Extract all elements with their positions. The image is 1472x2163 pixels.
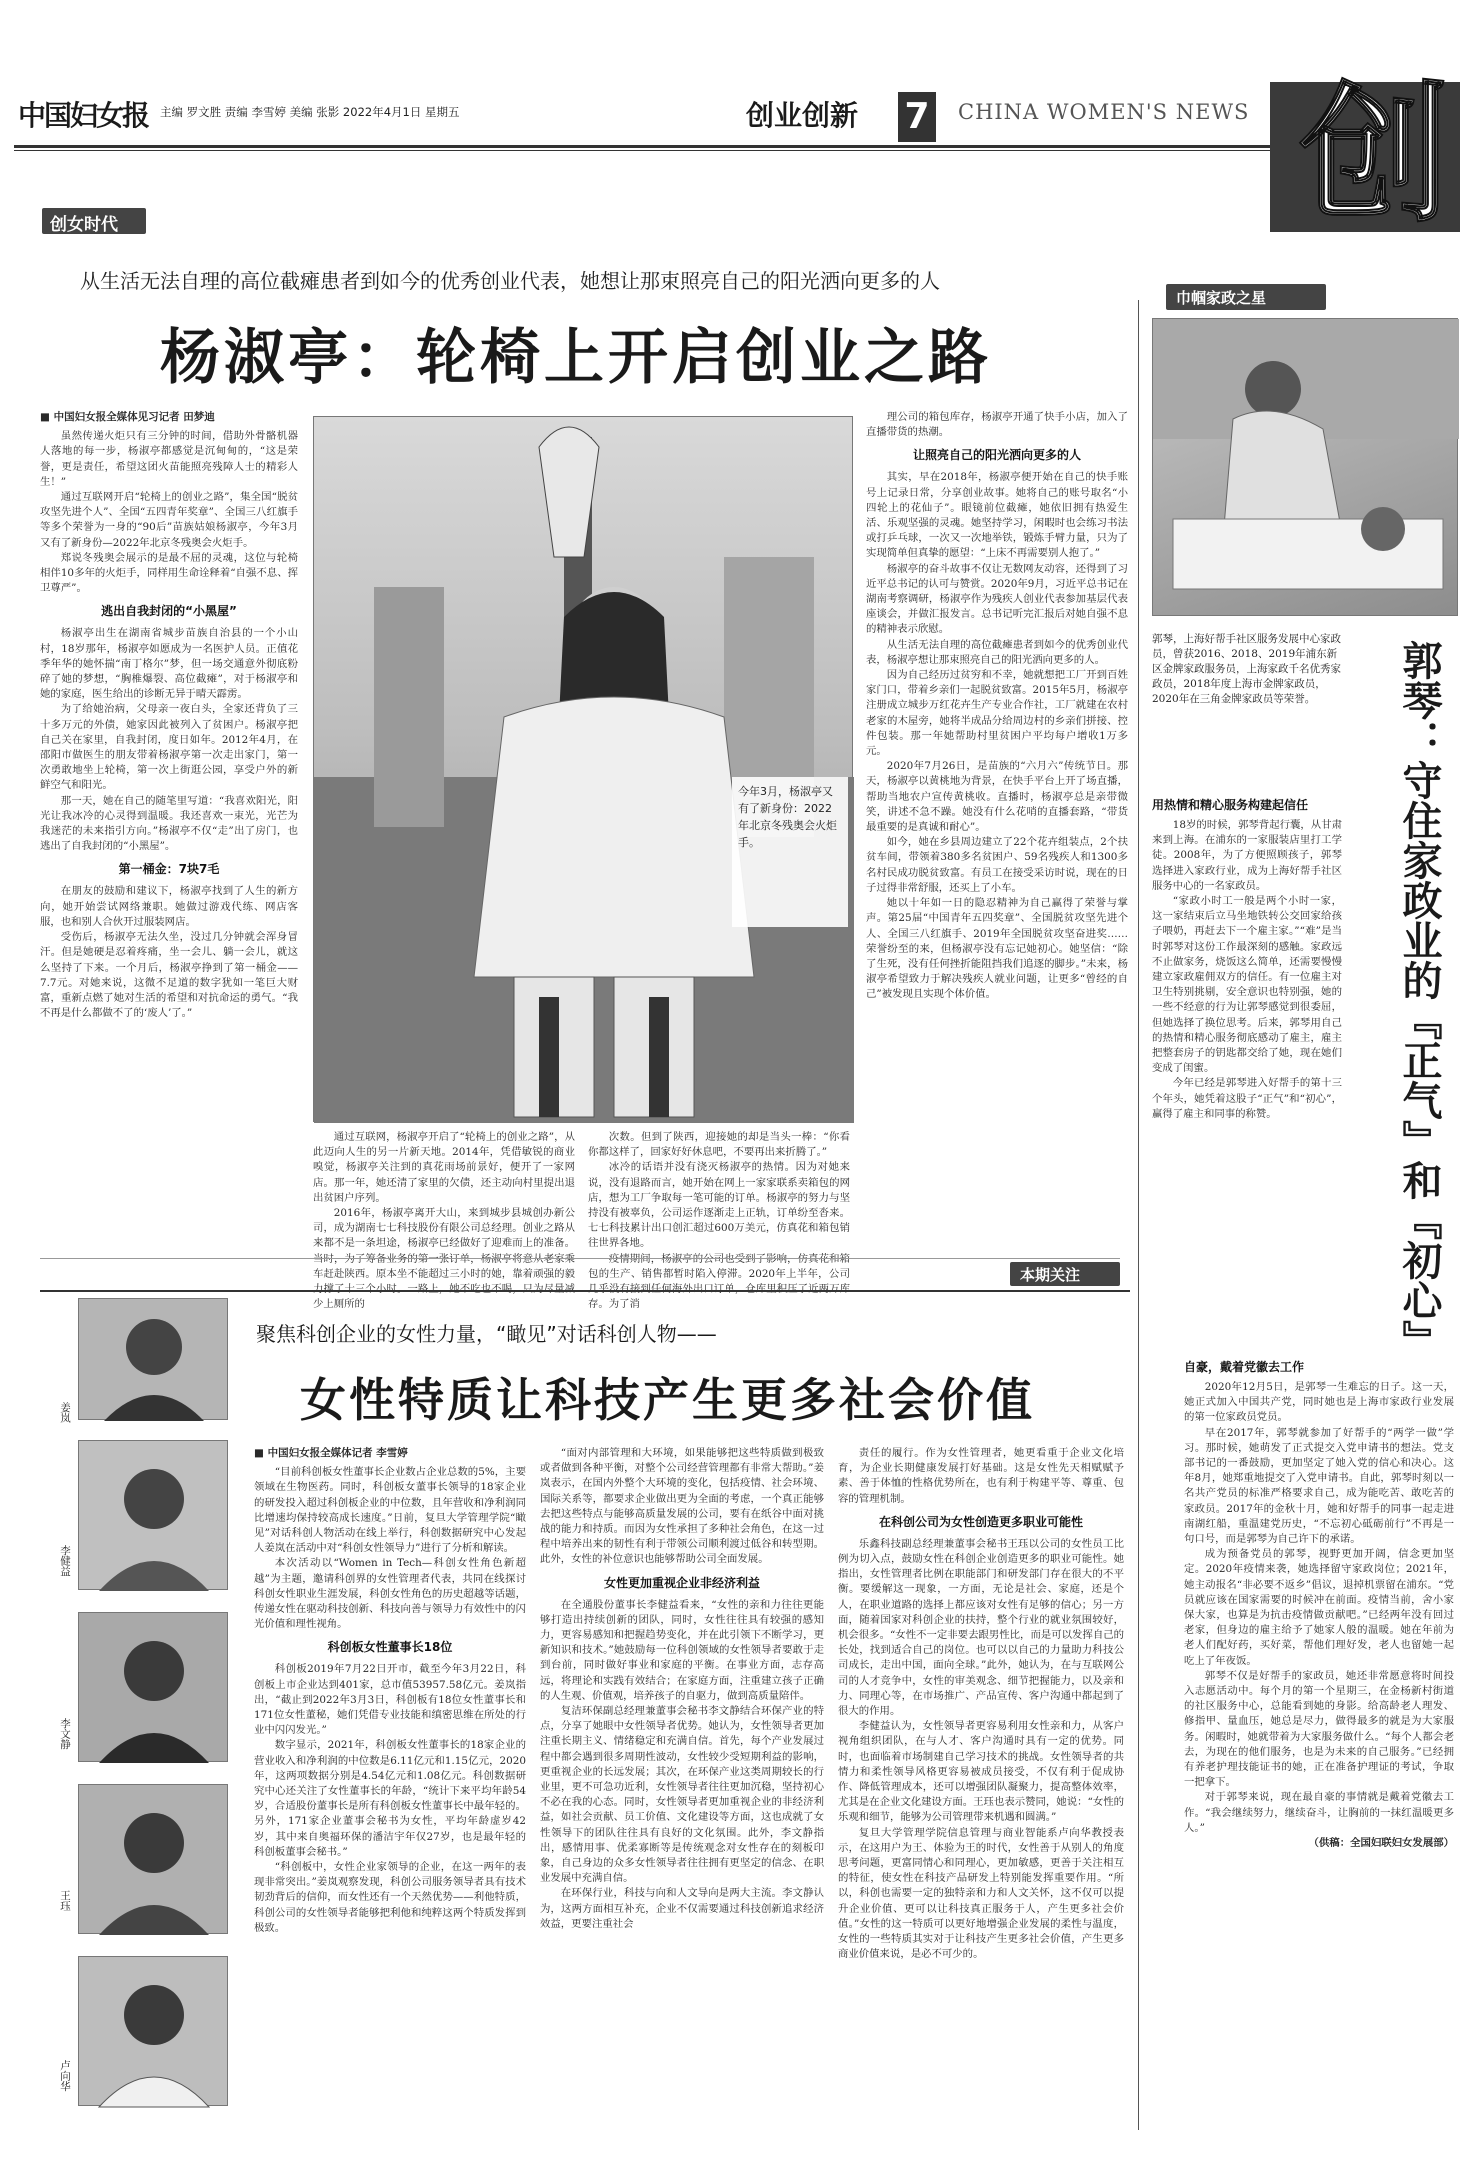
subhead: 用热情和精心服务构建起信任 <box>1152 798 1309 812</box>
paragraph: 成为预备党员的郭琴，视野更加开阔，信念更加坚定。2020年疫情来袭，她选择留守家政岗位；2021年，她主动报名“非必要不返乡”倡议，退掉机票留在浦东。“党员就应该在国家需要的时候冲在前面。疫情当前，舍小家保大家，也算是为抗击疫情做贡献吧。”已经两年没有回过老家，但身边的雇主给予了她家人般的温暖。她在年前为老人们配好药，买好菜，帮他们理好发，老人也留她一起吃上了年夜饭。 <box>1184 1548 1454 1667</box>
story2-headline: 女性特质让科技产生更多社会价值 <box>300 1373 1035 1427</box>
paragraph: 2020年12月5日，是郭琴一生难忘的日子。这一天，她正式加入中国共产党，同时她也是上海市家政行业发展的第一位家政员党员。 <box>1184 1381 1454 1424</box>
paragraph: 因为自己经历过贫穷和不幸，她就想把工厂开到百姓家门口，带着乡亲们一起脱贫致富。2015年5月，杨淑亭注册成立城步万红花卉生产专业合作社，工厂就建在农村老家的木屋旁，她将半成品分给周边村的乡亲们拼接、控件包装。那一年她帮助村里贫困户平均每户增收1万多元。 <box>866 669 1128 758</box>
paragraph: 为了给她治病，父母亲一夜白头，全家还背负了三十多万元的外债，她家因此被列入了贫困户。杨淑亭把自己关在家里，自我封闭，度日如年。2012年4月，在邵阳市做医生的朋友带着杨淑亭第一次走出家门，第一次勇敢地坐上轮椅，第一次上街逛公园，享受户外的新鲜空气和阳光。 <box>40 703 298 792</box>
paragraph: 科创板2019年7月22日开市，截至今年3月22日，科创板上市企业达到401家，总市值53957.58亿元。姜岚指出，“截止到2022年3月3日，科创板有18位女性董事长和171位女性董秘，她们凭借专业技能和缜密思维在所处的行业中闪闪发光。” <box>254 1663 526 1737</box>
torchbearer-illustration <box>314 417 854 1123</box>
subhead: 在科创公司为女性创造更多职业可能性 <box>878 1514 1083 1529</box>
portrait-column <box>40 1290 230 2140</box>
paragraph: 杨淑亭的奋斗故事不仅让无数网友动容，还得到了习近平总书记的认可与赞赏。2020年9月，习近平总书记在湖南考察调研，杨淑亭作为残疾人创业代表参加基层代表座谈会，并做汇报发言。总书记听完汇报后对她自强不息的精神表示欣慰。 <box>866 562 1128 636</box>
portrait <box>78 1956 228 2106</box>
paragraph: 今年已经是郭琴进入好帮手的第十三个年头，她凭着这股子“正气”和“初心”，赢得了雇主和同事的称赞。 <box>1152 1077 1342 1120</box>
masthead-rule-thin <box>14 150 1270 151</box>
masthead-credits: 主编 罗文胜 责编 李雪婷 美编 张影 2022年4月1日 星期五 <box>160 105 460 119</box>
source-credit: （供稿：全国妇联妇女发展部） <box>1308 1837 1454 1850</box>
subhead: 逃出自我封闭的“小黑屋” <box>101 604 237 619</box>
story1-column-4 <box>866 410 1128 1250</box>
section-big-char: 创 <box>1300 67 1451 243</box>
paragraph: 其实，早在2018年，杨淑亭便开始在自己的快手账号上记录日常，分享创业故事。她将自己的账号取名“小四轮上的花仙子”。眼镜前位截瘫，她依旧拥有热爱生活、乐观坚强的灵魂。她坚持学习，闲暇时也会练习书法或打乒乓球，一次又一次地举铁，锻炼手臂力量，只为了实现简单但真挚的愿望：“上床不再需要别人抱了。” <box>866 471 1128 560</box>
housekeeper-photo <box>1152 318 1458 616</box>
paragraph: 通过互联网开启“轮椅上的创业之路”，集全国“脱贫攻坚先进个人”、全国“五四青年奖章”、全国三八红旗手等多个荣誉为一身的“90后”苗族姑娘杨淑亭，今年3月又有了新身份—2022年北京冬残奥会火炬手。 <box>40 491 298 549</box>
story1-column-3 <box>588 1130 850 1311</box>
story2-column-2 <box>540 1446 824 2146</box>
portrait-name: 卢向华 <box>59 2060 71 2092</box>
side-column-1 <box>1152 792 1342 1352</box>
paragraph: 她以十年如一日的隐忍精神为自己赢得了荣誉与掌声。第25届“中国青年五四奖章”、全国脱贫攻坚先进个人、全国三八红旗手、2019年全国脱贫攻坚奋进奖……荣誉纷至的来，但杨淑亭没有忘记她初心。她坚信：“除了生死，没有任何挫折能阻挡我们追逐的脚步。”未来，杨淑亭希望致力于解决残疾人就业问题，让更多“曾经的自己”被发现且实现个体价值。 <box>866 897 1128 1001</box>
paragraph: 18岁的时候，郭琴背起行囊，从甘肃来到上海。在浦东的一家服装店里打工学徒。2008年，为了方便照顾孩子，郭琴选择进入家政行业，成为上海好帮手社区服务中心的一名家政员。 <box>1152 819 1342 892</box>
masthead-rule <box>14 145 1270 148</box>
paragraph: 理公司的箱包库存，杨淑亭开通了快手小店，加入了直播带货的热潮。 <box>866 411 1128 439</box>
torchbearer-photo <box>313 416 853 1122</box>
story-divider <box>40 1258 1120 1259</box>
paragraph: 虽然传递火炬只有三分钟的时间，借助外骨骼机器人落地的每一步，杨淑亭都感觉是沉甸甸的，“这是荣誉，更是责任，希望这团火苗能照亮残障人士的精彩人生！” <box>40 430 298 488</box>
paragraph: 那一天，她在自己的随笔里写道：“我喜欢阳光，阳光让我冰冷的心灵得到温暖。我还喜欢一束光，光芒为我迷茫的未来指引方向。”杨淑亭不仅“走”出了房门，也逃出了自我封闭的“小黑屋”。 <box>40 794 298 853</box>
subhead: 科创板女性董事长18位 <box>327 1640 453 1655</box>
portrait <box>78 1298 228 1420</box>
story1-column-1 <box>40 410 298 1240</box>
paragraph: 李健益认为，女性领导者更容易利用女性亲和力，从客户视角组织团队，在与人才、客户沟通时具有一定的优势。同时，也面临着市场制建自己学习技术的挑战。女性领导者的共情力和柔性领导风格更容易被成员接受，不仅有利于促成协作、降低管理成本，还可以增强团队凝聚力，提高整体效率，尤其是在企业文化建设方面。王珏也表示赞同，她说：“女性的乐观和细节，能够为公司管理带来机遇和圆满。” <box>838 1720 1124 1824</box>
side-tag-text: 巾帼家政之星 <box>1176 289 1267 307</box>
side-column-rule <box>1138 300 1139 2130</box>
paragraph: 复旦大学管理学院信息管理与商业智能系卢向华教授表示，在这用户为王、体验为王的时代，女性善于从别人的角度思考问题，更富同情心和同理心，更加敏感，更善于关注相互的特征，使女性在科技产品研发上特别能发挥重要作用。“所以，科创也需要一定的独特亲和力和人文关怀，这不仅可以提升企业价值、更可以让科技真正服务于人，产生更多社会价值。”女性的这一特质可以更好地增强企业发展的柔性与温度，女性的一些特质其实对于让科技产生更多社会价值，产生更多商业价值来说，是必不可少的。 <box>838 1826 1124 1961</box>
paragraph: “面对内部管理和大环境，如果能够把这些特质做到极致或者做到各种平衡，对整个公司经营管理都有非常大帮助。”姜岚表示，在国内外整个大环境的变化，包括疫情、社会环境、国际关系等，都要求企业做出更为全面的考虑，一个真正能够去把这些特点与能够高质量发展的公司，要有在纸谷中面对挑战的能力和持质。而因为女性承担了多种社会角色，在这一过程中培养出来的韧性有利于带领公司顺利渡过低谷和转型期。此外，女性的补位意识也能够帮助公司全面发展。 <box>540 1447 824 1566</box>
paragraph: 如今，她在乡县周边建立了22个花卉组装点，2个扶贫车间，带领着380多名贫困户、59名残疾人和1300多名村民成功脱贫致富。有员工在接受采访时说，现在的日子过得非常舒服，还买上了小车。 <box>866 836 1128 894</box>
story2-kicker: 聚焦科创企业的女性力量，“瞰见”对话科创人物—— <box>256 1322 717 1346</box>
paragraph: 在环保行业，科技与向和人文导向是两大主流。李文静认为，这两方面相互补充，企业不仅需要通过科技创新追求经济效益，更要注重社会 <box>540 1887 824 1930</box>
paragraph: 冰冷的话语并没有浇灭杨淑亭的热情。因为对她来说，没有退路而言，她开始在网上一家家联系卖箱包的网店，想为工厂争取每一笔可能的订单。杨淑亭的努力与坚持没有被辜负，公司运作逐渐走上正轨，订单纷至沓来。七七科技累计出口创汇超过600万美元，仿真花和箱包销往世界各地。 <box>588 1161 850 1250</box>
subhead: 第一桶金：7块7毛 <box>118 862 220 877</box>
portrait <box>78 1612 228 1762</box>
paragraph: 包的生产、销售都暂时陷入停滞。2020年上半年，公司 存。为了消 <box>588 1267 850 1311</box>
story2-column-1 <box>254 1446 526 2146</box>
subhead: 让照亮自己的阳光洒向更多的人 <box>912 448 1081 463</box>
portrait-name: 姜岚 <box>59 1402 71 1423</box>
story1-headline: 杨淑亭：轮椅上开启创业之路 <box>160 323 992 393</box>
story2-tag-text: 本期关注 <box>1020 1266 1081 1284</box>
page-number: 7 <box>904 96 930 137</box>
paragraph: “科创板中，女性企业家领导的企业，在这一两年的表现非常突出。”姜岚观察发现，科创公司服务领导者具有技术韧劲背后的信仰，而女性还有一个天然优势——利他特质，科创公司的女性领导者能够把利他和纯粹这两个特质发挥到极致。 <box>254 1861 526 1934</box>
masthead-logo: 中国妇女报 <box>18 99 149 132</box>
subhead: 自豪，戴着党徽去工作 <box>1184 1360 1305 1374</box>
page-number-box <box>898 92 936 142</box>
paragraph: 在全通股份董事长李健益看来，“女性的亲和力往往更能够打造出持续创新的团队，同时，女性往往具有较强的感知力，更容易感知和把握趋势变化，并在此引领下不断学习，更新知识和技术。”她鼓励每一位科创领域的女性领导者要敢于走到台前，同时做好事业和家庭的平衡。在事业方面，志存高远，将理论和实践有效结合；在家庭方面，注重建立孩子正确的人生观、价值观，培养孩子的自驱力，做到高质量陪伴。 <box>540 1598 824 1702</box>
housekeeper-caption: 郭琴，上海好帮手社区服务发展中心家政员，曾获2016、2018、2019年浦东新区金牌家政服务员，上海家政千名优秀家政员，2018年度上海市金牌家政员，2020年在三角金牌家政员等荣誉。 <box>1152 633 1341 705</box>
story1-column-2 <box>313 1130 575 1311</box>
photo-caption: 今年3月，杨淑亭又有了新身份：2022年北京冬残奥会火炬手。 <box>738 785 837 849</box>
story1-tag-text: 创女时代 <box>50 215 118 235</box>
paragraph: 复洁环保副总经理兼董事会秘书李文静结合环保产业的特点，分享了她眼中女性领导者优势。她认为，女性领导者更加注重长期主义、情绪稳定和充满自信。首先，每个产业发展过程中都会遇到很多周期性波动，女性较少受短期利益的影响，更重视企业的长远发展；其次，在环保产业这类周期较长的行业里，更不可急功近利，女性领导者往往更加沉稳，坚持初心不必在我的心态。同时，女性领导者更加重视企业的非经济利益，如社会贡献、员工价值、文化建设等方面，这也成就了女性领导下的团队往往具有良好的文化氛围。此外，李文静指出，感情用事、优柔寡断等是传统观念对女性存在的刻板印象，自己身边的众多女性领导者往往拥有更坚定的信念、在职业发展中充满自信。 <box>540 1705 824 1885</box>
paragraph: 次数。但到了陕西，迎接她的却是当头一棒：“你看你都这样了，回家好好休息吧，不要再出来折腾了。” <box>588 1131 850 1159</box>
paragraph: 2016年，杨淑亭离开大山，来到城步县城创办新公司，成为湖南七七科技股份有限公司总经理。创业之路从来都不是一条坦途，杨淑亭已经做好了迎难而上的准备。 车赶赴陕西。原本坐不能超过三小时的她，靠着顽强的毅 少上厕所的 <box>313 1207 575 1311</box>
paragraph: 从生活无法自理的高位截瘫患者到如今的优秀创业代表，杨淑亭想让那束照亮自己的阳光洒向更多的人。 <box>866 638 1128 666</box>
section-name: 创业创新 <box>746 99 859 132</box>
paragraph: 对于郭琴来说，现在最自豪的事情就是戴着党徽去工作。“我会继续努力，继续奋斗，让胸前的一抹红温暖更多人。” <box>1184 1791 1454 1834</box>
portrait-name: 李健益 <box>59 1545 71 1577</box>
paragraph: 数字显示，2021年，科创板女性董事长的18家企业的营业收入和净利润的中位数是6.11亿元和1.15亿元，2020年，这两项数据分别是4.54亿元和1.08亿元。科创数据研究中心还关注了女性董事长的年龄，“统计下来平均年龄54岁，合适股份董事长是所有科创板女性董事长中最年轻的。另外，171家企业董事会秘书为女性，平均年龄虚岁42岁，其中来自奥福环保的潘洁宇年仅27岁，也是最年轻的科创板董事会秘书。” <box>254 1739 526 1858</box>
portrait <box>78 1784 228 1934</box>
paragraph: 在朋友的鼓励和建议下，杨淑亭找到了人生的新方向，她开始尝试网络兼职。她做过游戏代练、网店客服，也和别人合伙开过服装网店。 <box>40 885 298 928</box>
paragraph: 责任的履行。作为女性管理者，她更看重于企业文化培育，为企业长期健康发展打好基础。这是女性先天相赋赋予素、善于体恤的性格优势所在，也有利于构建平等、尊重、包容的管理机制。 <box>838 1447 1124 1505</box>
side-headline: 郭琴：守住家政业的『正气』和『初心』 <box>1396 640 1443 1360</box>
portrait <box>78 1440 228 1590</box>
paragraph: 早在2017年，郭琴就参加了好帮手的“两学一做”学习。那时候，她萌发了正式提交入党申请书的想法。党支部书记的一番鼓励，更加坚定了她入党的信心和决心。这年8月，她郑重地提交了入党申请书。自此，郭琴时刻以一名共产党员的标准严格要求自己，成为能吃苦、敢吃苦的家政员。2017年的金秋十月，她和好帮手的同事一起走进南湖红船，重温建党历史，“不忘初心砥砺前行”不再是一句口号，而是郭琴为自己许下的承诺。 <box>1184 1426 1454 1546</box>
story2-byline: ■ 中国妇女报全媒体记者 李雪婷 <box>254 1447 408 1459</box>
paragraph: 乐鑫科技副总经理兼董事会秘书王珏以公司的女性员工比例为切入点，鼓励女性在科创企业创造更多的职业可能性。她指出，女性管理者比例在职能部门和研发部门存在很大的不平衡。要缓解这一现象，一方面，无论是社会、家庭，还是个人，在职业道路的选择上都应该对女性有足够的信心；另一方面，随着国家对科创企业的扶持，整个行业的就业氛围较好，机会很多。“女性不一定非要去跟男性比，而是可以发挥自己的长处，找到适合自己的岗位。也可以以自己的力量助力科技公司成长，走出中国，面向全球。”此外，她认为，在与互联网公司的人才竞争中，女性的审美观念、细节把握能力，以及亲和力、同理心等，在市场推广、产品宣传、客户沟通中都起到了很大的作用。 <box>838 1537 1124 1718</box>
story1-byline: ■ 中国妇女报全媒体见习记者 田梦迪 <box>40 411 215 423</box>
housekeeper-illustration <box>1153 319 1459 617</box>
subhead: 女性更加重视企业非经济利益 <box>603 1575 760 1590</box>
portrait-name: 李文静 <box>59 1718 71 1750</box>
story1-deck: 从生活无法自理的高位截瘫患者到如今的优秀创业代表，她想让那束照亮自己的阳光洒向更多的人 <box>80 269 940 293</box>
paragraph: “家政小时工一般是两个小时一家，这一家结束后立马坐地铁转公交回家给孩子喂奶，再赶去下一个雇主家。”“难”是当时郭琴对这份工作最深刻的感触。家政远不止做家务，烧饭这么简单，还需要慢慢建立家政雇佣双方的信任。有一位雇主对卫生特别挑剔，安全意识也特别强，她的一些不经意的行为让郭琴感觉到很委屈，但她选择了换位思考。后来，郭琴用自己的热情和精心服务彻底感动了雇主，雇主把整套房子的钥匙都交给了她，现在她们变成了闺蜜。 <box>1152 895 1342 1075</box>
side-column-2 <box>1184 1354 1454 2144</box>
english-title: CHINA WOMEN'S NEWS <box>958 100 1250 124</box>
paragraph: 通过互联网，杨淑亭开启了“轮椅上的创业之路”，从此迈向人生的另一片新天地。2014年，凭借敏锐的商业嗅觉，杨淑亭关注到的真花雨场前景好，便开了一家网店。那一年，她还清了家里的欠债，还主动向村里提出退出贫困户序列。 <box>313 1131 575 1204</box>
paragraph: “目前科创板女性董事长企业数占企业总数的5%，主要领域在生物医药。同时，科创板女董事长领导的18家企业的研发投入超过科创板企业的中位数，且年营收和净利润同比增速均保持较高成长速度。”日前，复旦大学管理学院“瞰见”对话科创人物活动在线上举行，科创数据研究中心发起人姜岚在活动中对“科创女性领导力”进行了分析和解读。 <box>254 1466 526 1555</box>
paragraph: 本次活动以“Women in Tech—科创女性角色新超越”为主题，邀请科创界的女性管理者代表，共同在线探讨科创女性职业生涯发展，科创女性角色的历史超越等话题，传递女性在驱动科技创新、科技向善与领导力有效性中的闪光价值和理性视角。 <box>254 1557 526 1631</box>
story2-column-3 <box>838 1446 1124 2146</box>
paragraph: 郑说冬残奥会展示的是最不屈的灵魂，这位与轮椅相伴10多年的火炬手，同样用生命诠释着“自强不息、挥卫尊严”。 <box>40 551 298 595</box>
paragraph: 2020年7月26日，是苗族的“六月六”传统节日。那天，杨淑亭以黄桃地为背景，在快手平台上开了场直播，帮助当地农户宣传黄桃收。直播时，杨淑亭总是亲带微笑，讲述不急不躁。她没有什么花哨的直播套路，“带货最重要的是真诚和耐心”。 <box>866 760 1128 834</box>
paragraph: 郭琴不仅是好帮手的家政员，她还非常愿意将时间投入志愿活动中。每个月的第一个星期三，在金杨新村街道的社区服务中心，总能看到她的身影。给高龄老人理发、修指甲、量血压，她总是尽力，做得最多的就是为大家服务。闲暇时，她就带着为大家服务做什么。“每个人都会老去，为现在的他们服务，也是为未来的自己服务。”已经拥有养老护理技能证书的她，正在准备护理证的考试，争取一把拿下。 <box>1184 1669 1454 1789</box>
paragraph: 杨淑亭出生在湖南省城步苗族自治县的一个小山村，18岁那年，杨淑亭如愿成为一名医护人员。正值花季年华的她怀揣“南丁格尔”梦，但一场交通意外彻底粉碎了她的梦想，“胸椎爆裂、高位截瘫”，对于杨淑亭和她的家庭，医生给出的诊断无异于晴天霹雳。 <box>40 627 298 701</box>
portrait-name: 王珏 <box>59 1890 71 1911</box>
paragraph: 受伤后，杨淑亭无法久坐，没过几分钟就会浑身冒汗。但是她硬是忍着疼痛，坐一会儿、躺一会儿，就这么坚持了下来。一个月后，杨淑亭挣到了第一桶金——7.7元。对她来说，这微不足道的数字犹如一笔巨大财富，重新点燃了她对生活的希望和对抗命运的勇气。“我不再是什么都做不了的‘废人’了。” <box>40 931 298 1020</box>
